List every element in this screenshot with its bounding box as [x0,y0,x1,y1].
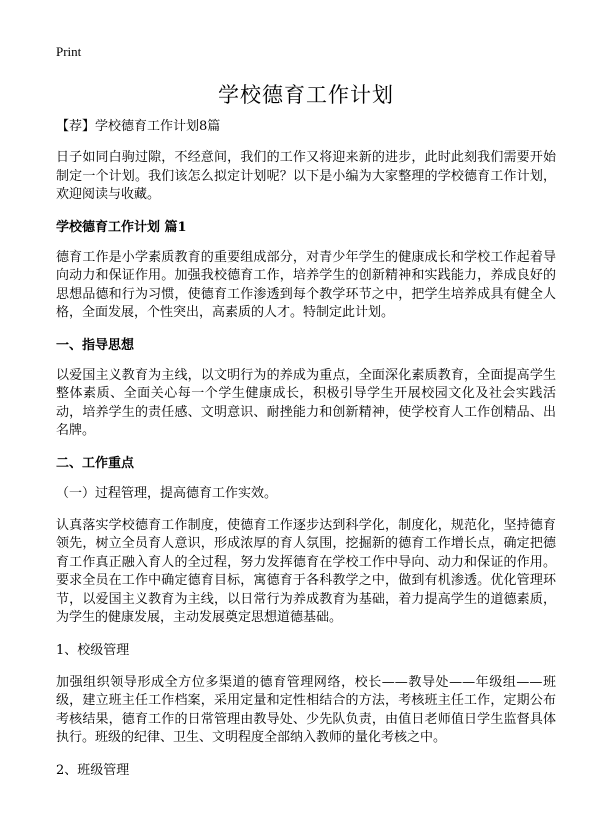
document-title: 学校德育工作计划 [218,83,394,107]
item-heading-school-level-management: 1、校级管理 [56,642,130,658]
article-heading: 学校德育工作计划 篇1 [56,219,187,235]
guiding-ideology-paragraph: 以爱国主义教育为主线，以文明行为的养成为重点，全面深化素质教育，全面提高学生整体素质、全面关心每一个学生健康成长，积极引导学生开展校园文化及社会实践活动，培养学生的责任感、文明意识、耐挫能力和创新精神，使学校育人工作创精品、出名牌。 [56,367,556,438]
subsection-heading-process-management: （一）过程管理，提高德育工作实效。 [56,485,278,501]
section-heading-work-focus: 二、工作重点 [56,455,135,471]
intro-paragraph: 日子如同白驹过隙，不经意间，我们的工作又将迎来新的进步，此时此刻我们需要开始制定一个计划。我们该怎么拟定计划呢？以下是小编为大家整理的学校德育工作计划，欢迎阅读与收藏。 [56,150,556,202]
school-level-management-paragraph: 加强组织领导形成全方位多渠道的德育管理网络，校长——教导处——年级组——班级，建立班主任工作档案，采用定量和定性相结合的方法，考核班主任工作，定期公布考核结果，德育工作的日常管理由教导处、少先队负责，由值日老师值日学生监督具体执行。班级的纪律、卫生、文明程度全部纳入教师的量化考核之中。 [56,674,556,745]
item-heading-class-management: 2、班级管理 [56,762,130,778]
print-link[interactable]: Print [56,44,82,59]
section-heading-guiding-ideology: 一、指导思想 [56,337,135,353]
article-intro-paragraph: 德育工作是小学素质教育的重要组成部分，对青少年学生的健康成长和学校工作起着导向动力和保证作用。加强我校德育工作，培养学生的创新精神和实践能力，养成良好的思想品德和行为习惯，使德育工作渗透到每个教学环节之中，把学生培养成具有健全人格，全面发展，个性突出，高素质的人才。特制定此计划。 [56,249,556,320]
process-management-paragraph: 认真落实学校德育工作制度，使德育工作逐步达到科学化，制度化，规范化，坚持德育领先，树立全员育人意识，形成浓厚的育人氛围，挖掘新的德育工作增长点，确定把德育工作真正融入育人的全过程，努力发挥德育在学校工作中导向、动力和保证的作用。要求全员在工作中确定德育目标，寓德育于各科教学之中，做到有机渗透。优化管理环节，以爱国主义教育为主线，以日常行为养成教育为基础，着力提高学生的道德素质，为学生的健康发展，主动发展奠定思想道德基础。 [56,517,556,625]
recommend-line: 【荐】学校德育工作计划8篇 [56,119,221,134]
